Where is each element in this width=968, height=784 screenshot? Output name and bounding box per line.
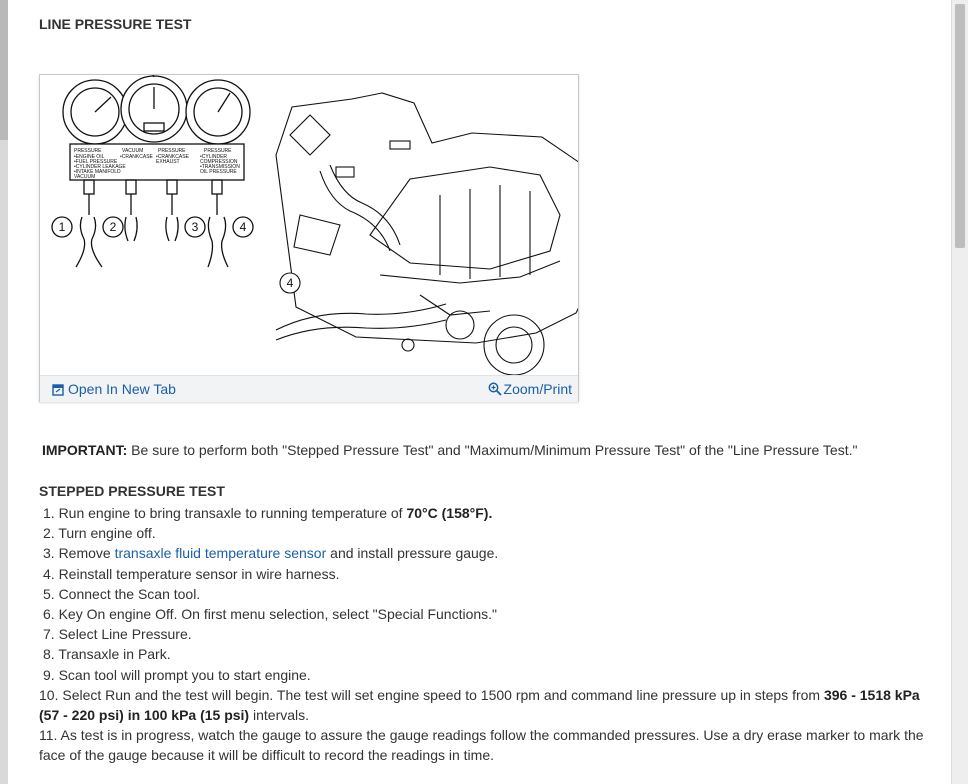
step-text: intervals. (249, 707, 310, 724)
zoom-print-label: Zoom/Print (503, 381, 572, 397)
panel-line: •CYLINDER LEAKAGE (74, 164, 126, 170)
open-new-tab-label: Open In New Tab (68, 381, 176, 397)
vertical-scrollbar[interactable] (951, 0, 968, 784)
fluid-temp-sensor-link[interactable]: transaxle fluid temperature sensor (114, 545, 327, 562)
callout-4: 4 (239, 220, 247, 234)
step-item: 9. Scan tool will prompt you to start engine. (43, 666, 311, 683)
engine-callout: 4 (286, 276, 294, 290)
step-item: 6. Key On engine Off. On first menu selection, select "Special Functions." (43, 606, 498, 623)
step-item: 11. As test is in progress, watch the gauge to assure the gauge readings follow the commanded pressures. Use a dry erase marker to mark the face of the gauge because it will be difficult to record the readings in time. (39, 727, 924, 764)
step-item (39, 685, 939, 725)
panel-line: VACUUM (74, 174, 96, 180)
figure-toolbar (40, 375, 578, 402)
callout-3: 3 (191, 220, 199, 234)
step-list (39, 503, 939, 766)
step-item (39, 543, 939, 563)
important-note (42, 442, 857, 458)
zoom-in-icon (488, 382, 502, 396)
callout-2: 2 (109, 220, 117, 234)
panel-line: •CYLINDER (200, 154, 228, 160)
step-text: and install pressure gauge. (326, 545, 499, 562)
panel-line: •TRANSMISSION (200, 164, 240, 170)
step-item: 8. Transaxle in Park. (43, 646, 171, 663)
panel-header-1: PRESSURE (74, 148, 102, 154)
open-new-tab-link[interactable] (52, 381, 176, 397)
step-item: 7. Select Line Pressure. (43, 626, 192, 643)
section-heading: STEPPED PRESSURE TEST (39, 483, 225, 499)
panel-header-4: PRESSURE (204, 148, 232, 154)
panel-line: •CRANKCASE (120, 154, 153, 160)
callout-1: 1 (58, 220, 66, 234)
panel-line: •CRANKCASE (156, 154, 189, 160)
panel-line: •FUEL PRESSURE (74, 159, 118, 165)
left-scrollbar[interactable] (0, 0, 8, 784)
line-pressure-diagram[interactable] (40, 75, 578, 375)
step-emphasis: 70°C (158°F). (406, 505, 493, 521)
step-emphasis: 396 - 1518 kPa (57 - 220 psi) in 100 kPa (15 psi) (39, 686, 920, 724)
zoom-print-link[interactable] (488, 381, 572, 397)
step-text: 10. Select Run and the test will begin. The test will set engine speed to 1500 rpm and command line pressure up in steps from (39, 686, 824, 703)
panel-line: EXHAUST (156, 159, 180, 165)
step-item: 5. Connect the Scan tool. (43, 585, 201, 602)
panel-line: OIL PRESSURE (200, 169, 237, 175)
important-text: Be sure to perform both "Stepped Pressure Test" and "Maximum/Minimum Pressure Test" of the "Line Pressure Test." (127, 442, 858, 458)
step-item (39, 503, 939, 523)
scrollbar-thumb[interactable] (955, 4, 965, 248)
important-label: IMPORTANT: (42, 442, 128, 458)
left-scrollbar-thumb[interactable] (0, 0, 8, 140)
engine-drawing (276, 93, 578, 375)
panel-line: •ENGINE OIL (74, 154, 105, 160)
page-title: LINE PRESSURE TEST (39, 16, 192, 32)
panel-header-3: PRESSURE (158, 148, 186, 154)
panel-line: •INTAKE MANIFOLD (74, 169, 121, 175)
step-text: 1. Run engine to bring transaxle to running temperature of (43, 505, 407, 521)
step-item: 2. Turn engine off. (43, 525, 156, 542)
step-item: 4. Reinstall temperature sensor in wire harness. (43, 565, 340, 582)
open-new-tab-icon (52, 384, 64, 396)
panel-header-2: VACUUM (122, 148, 144, 154)
panel-line: COMPRESSION (200, 159, 238, 165)
figure-card (39, 74, 579, 402)
step-text: 3. Remove (43, 545, 115, 562)
